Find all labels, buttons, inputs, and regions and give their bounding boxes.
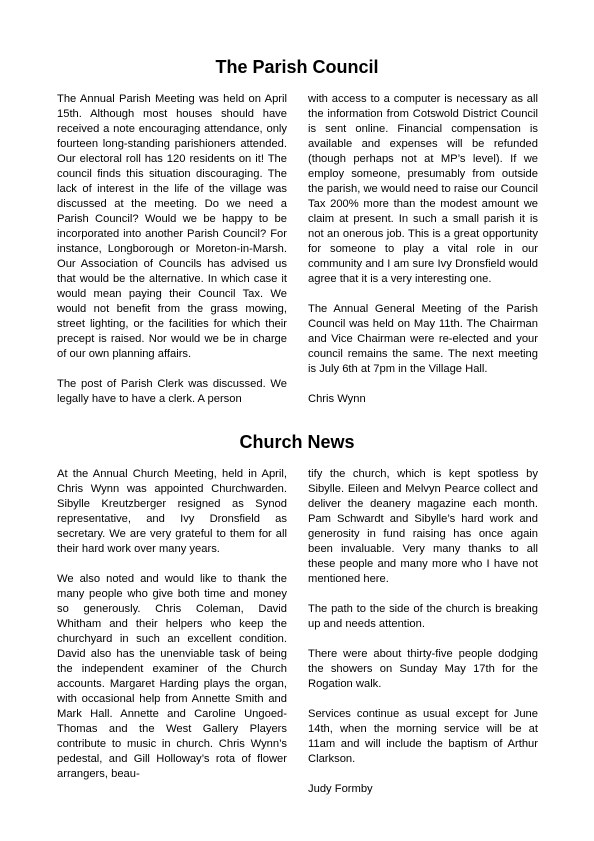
author-signature: Judy Formby <box>308 783 373 795</box>
parish-council-right-column <box>308 92 538 407</box>
paragraph: There were about thirty-five people dodging the showers on Sunday May 17th for the Rogation walk. <box>308 648 538 690</box>
parish-council-left-column <box>57 92 287 422</box>
paragraph: The Annual Parish Meeting was held on April 15th. Although most houses should have received a note encouraging attendance, only fourteen long-standing parishioners attended. Our electoral roll has 120 residents on it! The council finds this situation discouraging. The lack of interest in the life of the village was discussed at the meeting. Do we need a Parish Council? Would we be happy to be incorporated into another Parish Council? For instance, Longborough or Moreton-in-Marsh. Our Association of Councils has advised us that would be the alternative. In which case it would mean paying their Council Tax. We would not benefit from the grass mowing, street lighting, or the facilities for which their precept is raised. Nor would we be in charge of our own planning affairs. <box>57 93 287 360</box>
paragraph: At the Annual Church Meeting, held in April, Chris Wynn was appointed Churchwarden. Sibylle Kreutzberger resigned as Synod representative, and Ivy Dronsfield as secretary. We are very grateful to them for all their hard work over many years. <box>57 468 287 555</box>
paragraph: We also noted and would like to thank the many people who give both time and money so generously. Chris Coleman, David Whitham and their helpers who keep the churchyard in such an excellent condition. David also has the unenviable task of being the independent examiner of the Church accounts. Margaret Harding plays the organ, with occasional help from Annette Smith and Mark Hall. Annette and Caroline Ungoed-Thomas and the West Gallery Players contribute to music in church. Chris Wynn’s pedestal, and Gill Holloway’s rota of flower arrangers, beau- <box>57 573 287 780</box>
paragraph: The Annual General Meeting of the Parish Council was held on May 11th. The Chairman and Vice Chairman were re-elected and your council remains the same. The next meeting is July 6th at 7pm in the Village Hall. <box>308 303 538 375</box>
parish-council-heading: The Parish Council <box>215 57 379 77</box>
church-news-right-column <box>308 467 538 797</box>
paragraph: The post of Parish Clerk was discussed. We legally have to have a clerk. A person <box>57 378 287 405</box>
paragraph: with access to a computer is necessary as all the information from Cotswold District Council is sent online. Financial compensation is available and expenses will be refunded (though perhaps not at MP’s level). If we employ someone, presumably from outside the parish, we would need to raise our Council Tax 200% more than the modest amount we claim at present. In such a small parish it is not an onerous job. This is a great opportunity for someone to play a vital role in our community and I am sure Ivy Dronsfield would agree that it is a very interesting one. <box>308 93 538 285</box>
author-signature: Chris Wynn <box>308 393 366 405</box>
paragraph: Services continue as usual except for June 14th, when the morning service will be at 11am and will include the baptism of Arthur Clarkson. <box>308 708 538 765</box>
paragraph: tify the church, which is kept spotless by Sibylle. Eileen and Melvyn Pearce collect and deliver the deanery magazine each month. Pam Schwardt and Sibylle’s hard work and generosity in fund raising has once again been invaluable. Very many thanks to all these people and many more who I have not mentioned here. <box>308 468 538 585</box>
church-news-heading: Church News <box>239 432 355 452</box>
paragraph: The path to the side of the church is breaking up and needs attention. <box>308 603 538 630</box>
church-news-left-column <box>57 467 287 797</box>
